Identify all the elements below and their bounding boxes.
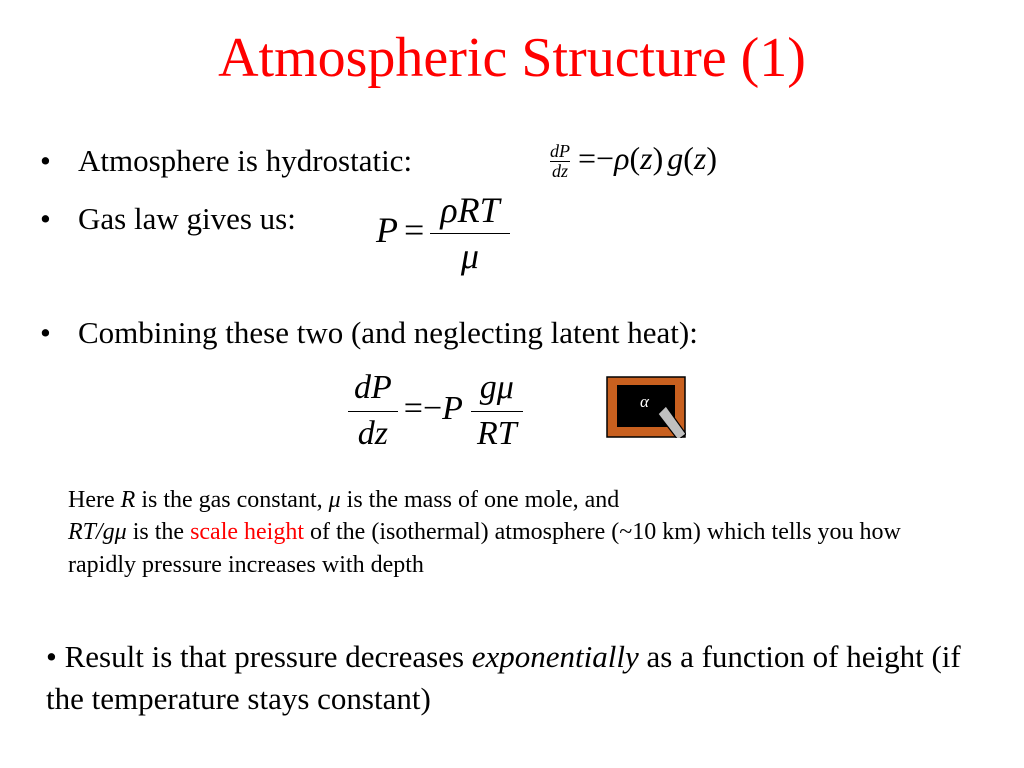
note-var-mu: μ	[328, 487, 341, 513]
rho-symbol: ρ	[614, 140, 630, 176]
note-var-r: R	[120, 487, 136, 513]
equals-sign: =	[404, 209, 425, 250]
chalkboard-symbol: α	[640, 392, 649, 411]
scale-height-note	[68, 484, 948, 581]
note-text: Here	[68, 487, 121, 513]
fraction-numerator: ρRT	[440, 190, 500, 230]
bullet-gas-law	[40, 200, 296, 237]
result-text: as a function of height (if the temperature stays constant)	[46, 639, 961, 716]
bullet-text: Gas law gives us:	[78, 201, 296, 236]
equation-hydrostatic	[550, 140, 717, 181]
fraction-denominator: dz	[357, 414, 388, 452]
bullet-combining	[40, 314, 698, 351]
fraction-numerator: dP	[354, 369, 392, 406]
fraction-denominator: μ	[460, 236, 479, 276]
slide-title: Atmospheric Structure (1)	[218, 27, 806, 89]
var-g: g	[667, 140, 684, 176]
bullet-marker: •	[40, 315, 51, 350]
fraction-denominator: RT	[476, 414, 517, 452]
bullet-hydrostatic	[40, 142, 412, 179]
var-z: z	[640, 140, 653, 176]
result-statement	[46, 636, 966, 720]
var-p: P	[376, 209, 398, 250]
result-text: • Result is that pressure decreases	[46, 639, 472, 674]
bullet-text: Atmosphere is hydrostatic:	[78, 143, 413, 178]
var-z: z	[693, 140, 707, 176]
paren-close: )	[652, 140, 664, 176]
equation-combined	[348, 366, 523, 457]
paren-close: )	[706, 140, 717, 176]
note-text: of the (isothermal) atmosphere (~10 km) which tells you how rapidly pressure increases with depth	[68, 519, 901, 578]
result-emphasis: exponentially	[471, 639, 639, 674]
equals-sign: =	[578, 140, 597, 176]
paren-open: (	[683, 140, 694, 176]
chalkboard-icon[interactable]	[606, 376, 686, 438]
equation-gas-law	[376, 188, 510, 279]
equals-sign: =	[403, 390, 423, 428]
paren-open: (	[629, 140, 641, 176]
scale-height-term: scale height	[190, 519, 305, 546]
fraction-dp-dz	[348, 366, 398, 457]
bullet-marker: •	[40, 201, 51, 236]
note-var-rt-gmu: RT/gμ	[68, 519, 127, 546]
fraction-denominator: dz	[551, 161, 568, 182]
bullet-text: Combining these two (and neglecting latent heat):	[78, 315, 698, 350]
minus-sign: −	[596, 140, 615, 176]
minus-sign: −	[422, 390, 443, 428]
note-text: is the gas constant,	[135, 487, 329, 513]
fraction-numerator: gμ	[479, 369, 514, 406]
note-text: is the	[126, 519, 191, 546]
fraction-rho-rt-mu	[430, 188, 509, 279]
fraction-gmu-rt	[471, 366, 523, 457]
var-p: P	[442, 390, 463, 428]
bullet-marker: •	[40, 143, 51, 178]
note-text: is the mass of one mole, and	[340, 487, 620, 513]
fraction-dp-dz	[550, 142, 570, 181]
fraction-numerator: dP	[550, 141, 570, 162]
